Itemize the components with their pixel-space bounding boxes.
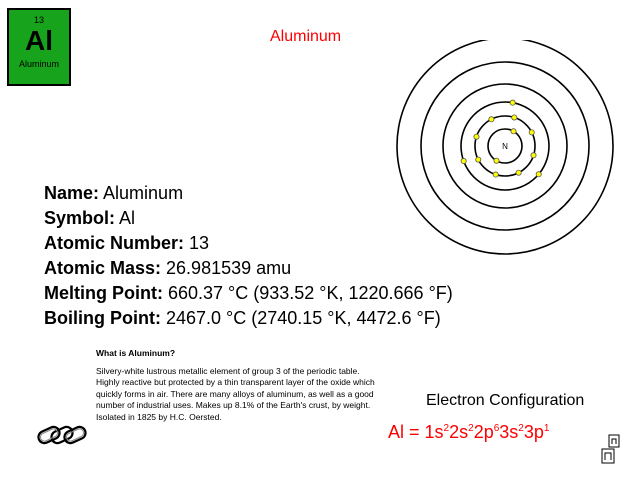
fact-row xyxy=(44,281,453,306)
description-text: Silvery-white lustrous metallic element of group 3 of the periodic table. Highly reactive but protected by a thin transparent layer of the oxide which quickly forms in air. There are many alloys of aluminum, as well as a good number of industrial uses. Makes up 8.1% of the Earth's crust, by weight. Isolated in 1825 by H.C. Oersted. xyxy=(96,365,375,422)
description-panel xyxy=(96,348,376,423)
orbital-count: 2 xyxy=(443,423,450,434)
nucleus-label: N xyxy=(502,142,508,151)
electron xyxy=(529,130,534,135)
orbital: 1s xyxy=(424,422,444,442)
fact-row xyxy=(44,181,453,206)
fact-value: Aluminum xyxy=(99,183,184,203)
fact-value: 660.37 °C (933.52 °K, 1220.666 °F) xyxy=(162,283,453,303)
fact-row xyxy=(44,306,453,331)
electron xyxy=(461,158,466,163)
fact-label: Atomic Number: xyxy=(44,233,185,253)
tile-atomic-number: 13 xyxy=(33,15,44,25)
electron-configuration xyxy=(388,422,549,443)
orbital: 2p xyxy=(473,422,494,442)
electron xyxy=(474,134,479,139)
orbital-count: 2 xyxy=(468,423,474,434)
orbital: 3s xyxy=(499,422,519,442)
electron xyxy=(476,157,481,162)
electron xyxy=(510,100,515,105)
fact-label: Symbol: xyxy=(44,208,116,228)
element-tile xyxy=(7,8,71,86)
electron xyxy=(493,172,498,177)
fact-label: Boiling Point: xyxy=(44,308,161,328)
orbital: 2s xyxy=(449,422,469,442)
fact-label: Atomic Mass: xyxy=(44,258,162,278)
orbital-count: 1 xyxy=(543,423,550,434)
fact-value: 13 xyxy=(184,233,210,253)
fact-label: Name: xyxy=(44,183,100,203)
page-title: Aluminum xyxy=(270,28,342,45)
fact-value: Al xyxy=(115,208,136,228)
tile-symbol: Al xyxy=(25,25,53,56)
fact-row xyxy=(44,231,453,256)
fact-value: 26.981539 amu xyxy=(161,258,292,278)
electron xyxy=(489,117,494,122)
fact-value: 2467.0 °C (2740.15 °K, 4472.6 °F) xyxy=(160,308,441,328)
tile-name: Aluminum xyxy=(18,59,59,69)
orbital-count: 2 xyxy=(518,423,524,434)
electron xyxy=(511,129,516,134)
orbital: 3p xyxy=(523,422,544,442)
description-title: What is Aluminum? xyxy=(96,348,176,358)
electron xyxy=(536,172,541,177)
electron xyxy=(512,115,517,120)
electron xyxy=(531,153,536,158)
configuration-prefix: Al = xyxy=(388,422,425,442)
electron xyxy=(516,170,521,175)
chain-link-icon[interactable] xyxy=(34,417,90,453)
fact-row xyxy=(44,206,453,231)
fact-label: Melting Point: xyxy=(44,283,163,303)
navigation-icon[interactable] xyxy=(599,432,623,466)
orbital-count: 6 xyxy=(493,423,500,434)
fact-row xyxy=(44,256,453,281)
electron xyxy=(494,158,499,163)
element-facts xyxy=(44,181,453,331)
electron-configuration-label: Electron Configuration xyxy=(426,392,585,409)
